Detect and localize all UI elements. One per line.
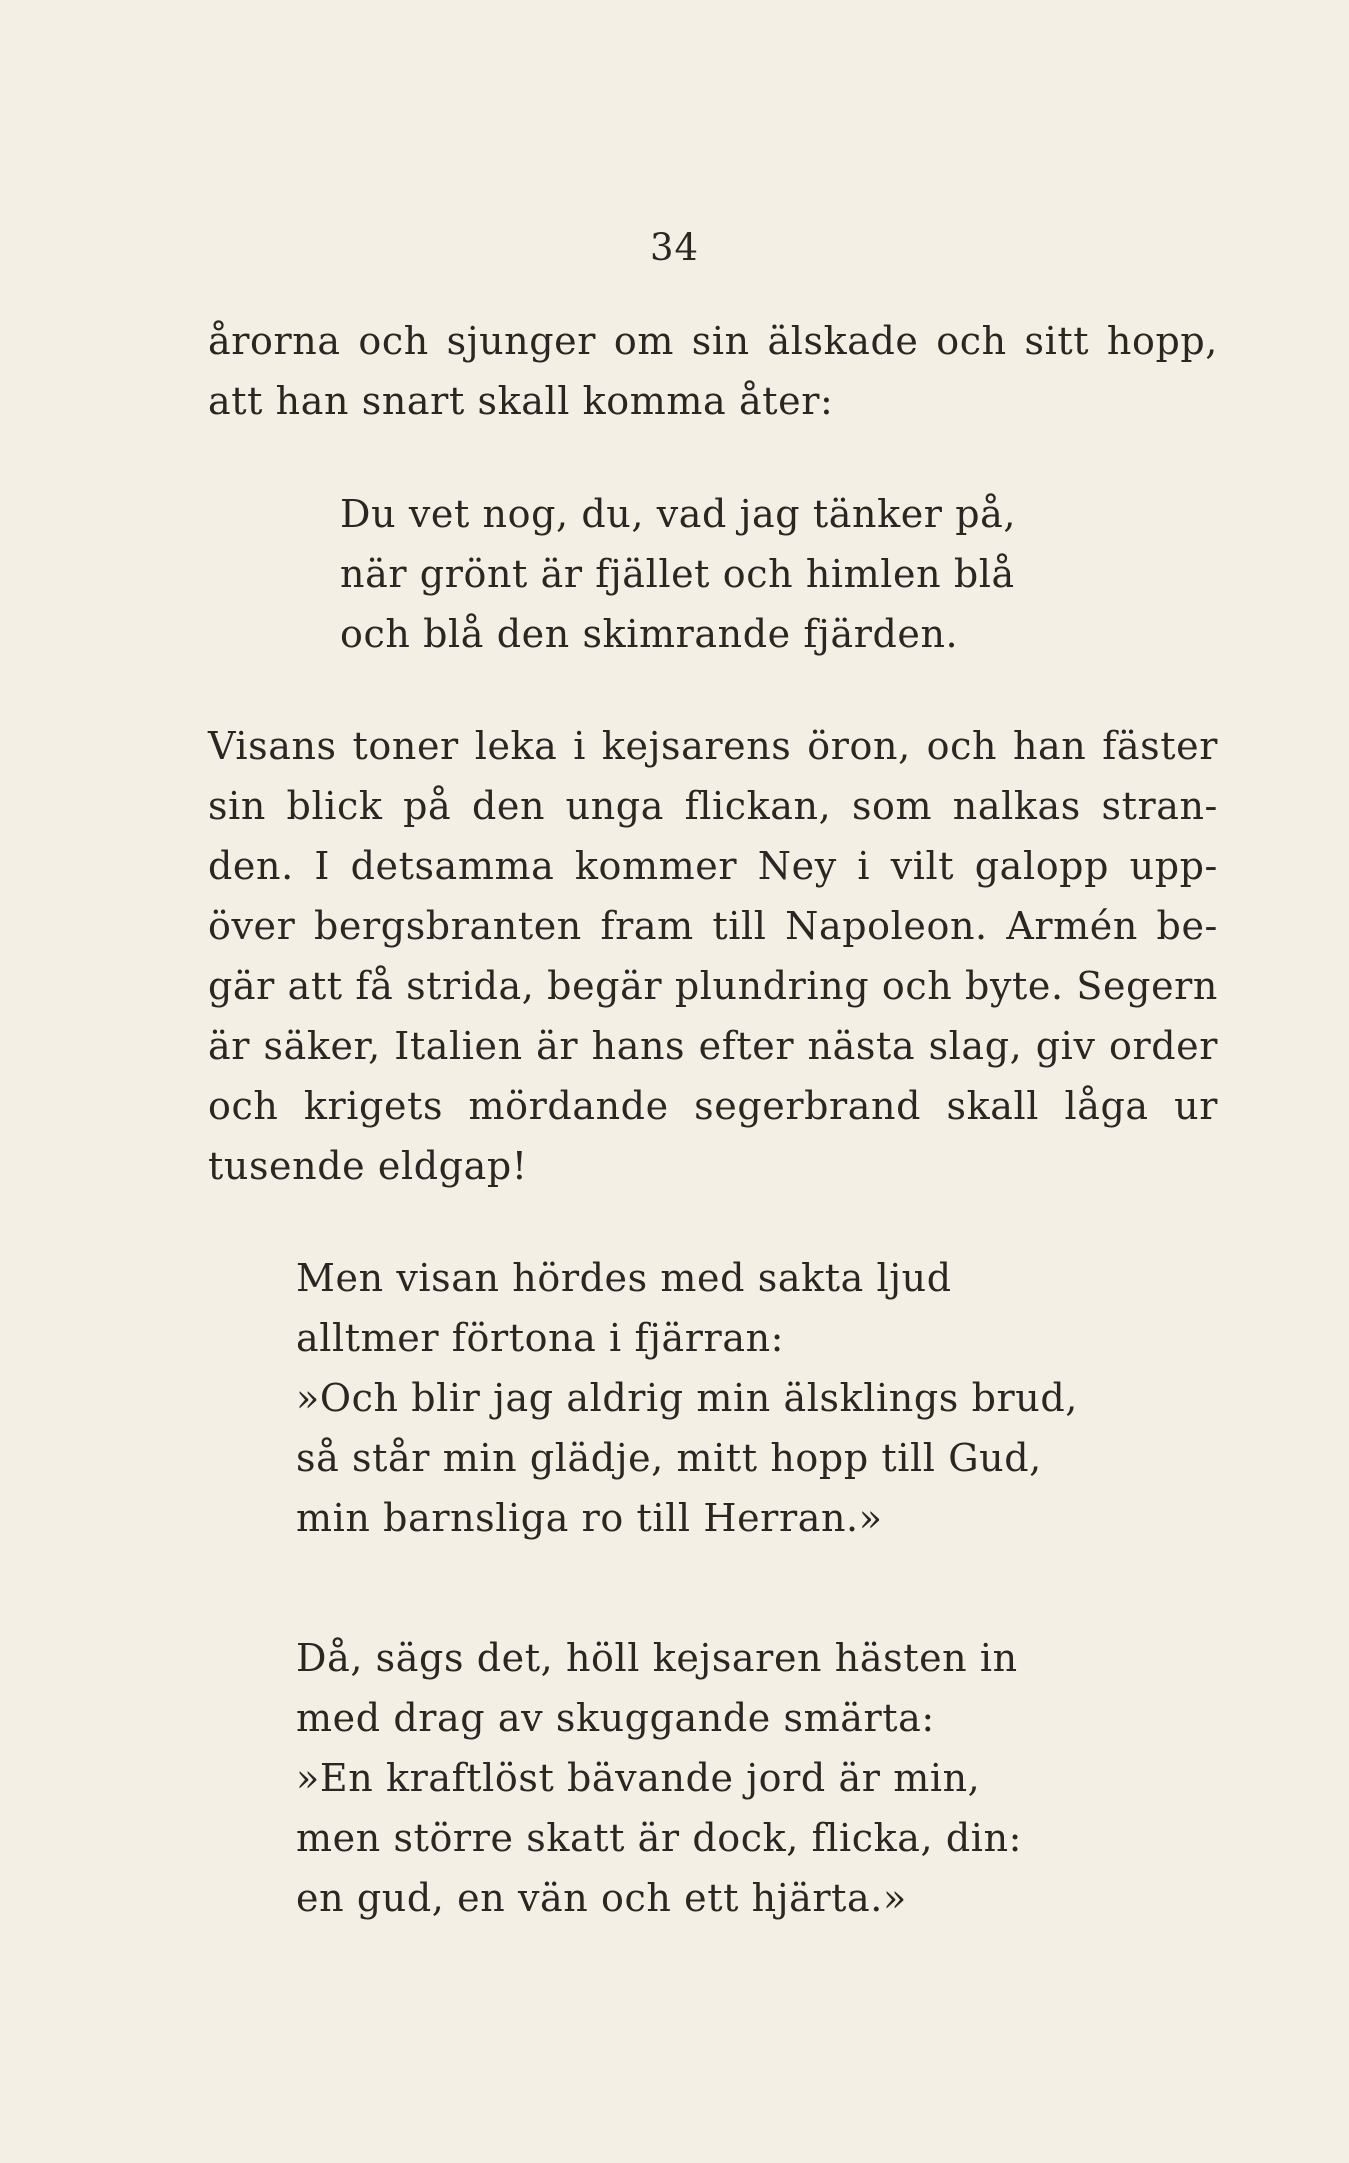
verse-line: »Och blir jag aldrig min älsklings brud,: [296, 1376, 1078, 1420]
text-line: är säker, Italien är hans efter nästa slag, giv order: [208, 1024, 1218, 1068]
page-number: 34: [649, 226, 700, 269]
text-line: Visans toner leka i kejsarens öron, och han fäster: [208, 724, 1218, 768]
text-line: sin blick på den unga flickan, som nalkas stran-: [208, 784, 1218, 828]
text-line: över bergsbranten fram till Napoleon. Armén be-: [208, 904, 1218, 948]
verse-line: och blå den skimrande fjärden.: [340, 612, 959, 656]
verse-line: så står min glädje, mitt hopp till Gud,: [296, 1436, 1042, 1480]
verse-line: Då, sägs det, höll kejsaren hästen in: [296, 1636, 1018, 1680]
text-line: årorna och sjunger om sin älskade och sitt hopp,: [208, 319, 1218, 363]
verse-line: en gud, en vän och ett hjärta.»: [296, 1876, 907, 1920]
text-line: att han snart skall komma åter:: [208, 379, 834, 423]
verse-line: Men visan hördes med sakta ljud: [296, 1256, 952, 1300]
verse-line: men större skatt är dock, flicka, din:: [296, 1816, 1023, 1860]
verse-line: min barnsliga ro till Herran.»: [296, 1496, 883, 1540]
verse-line: alltmer förtona i fjärran:: [296, 1316, 785, 1360]
text-line: gär att få strida, begär plundring och byte. Segern: [208, 964, 1218, 1008]
text-line: den. I detsamma kommer Ney i vilt galopp upp-: [208, 844, 1218, 888]
verse-line: Du vet nog, du, vad jag tänker på,: [340, 492, 1017, 536]
text-line: och krigets mördande segerbrand skall låga ur: [208, 1084, 1218, 1128]
text-line: tusende eldgap!: [208, 1144, 528, 1188]
verse-line: när grönt är fjället och himlen blå: [340, 552, 1015, 596]
verse-line: »En kraftlöst bävande jord är min,: [296, 1756, 981, 1800]
verse-line: med drag av skuggande smärta:: [296, 1696, 935, 1740]
